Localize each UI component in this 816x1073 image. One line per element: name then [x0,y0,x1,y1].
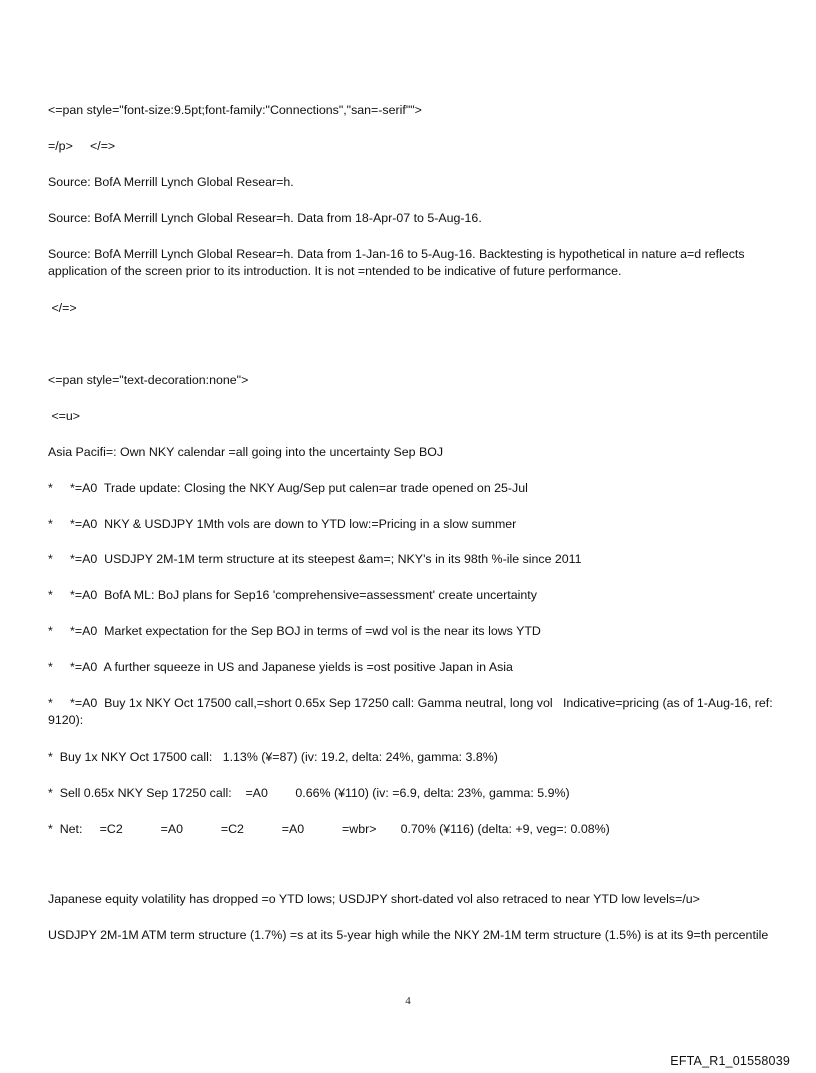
section-heading: Asia Pacifi=: Own NKY calendar =all going into the uncertainty Sep BOJ [48,445,444,459]
leg-net: * Net: =C2 =A0 =C2 =A0 =wbr> 0.70% (¥116) (delta: +9, veg=: 0.08%) [48,822,610,836]
span-decoration-line: <=pan style="text-decoration:none"> [48,373,249,387]
closing-tag-line: =/p> </=> [48,139,116,153]
closing-tag-line-2: </=> [48,301,77,315]
bullet-vols-down: * *=A0 NKY & USDJPY 1Mth vols are down to YTD low:=Pricing in a slow summer [48,517,517,531]
bullet-buy-sell-trade: * *=A0 Buy 1x NKY Oct 17500 call,=short 0.65x Sep 17250 call: Gamma neutral, long vol Indicative=pricing (as of 1-Aug-16, ref: 9120): [48,696,777,727]
bullet-boj-plans: * *=A0 BofA ML: BoJ plans for Sep16 'comprehensive=assessment' create uncertainty [48,588,537,602]
bullet-yields-squeeze: * *=A0 A further squeeze in US and Japanese yields is =ost positive Japan in Asia [48,660,513,674]
page-number: 4 [405,995,411,1007]
leg-sell-call: * Sell 0.65x NKY Sep 17250 call: =A0 0.66% (¥110) (iv: =6.9, delta: 23%, gamma: 5.9%) [48,786,570,800]
source-line-3: Source: BofA Merrill Lynch Global Resear=h. Data from 1-Jan-16 to 5-Aug-16. Backtesting is hypothetical in nature a=d reflects application of the screen prior to its introduction. It is not =ntended to be indicative of future performance. [48,247,745,278]
leg-buy-call: * Buy 1x NKY Oct 17500 call: 1.13% (¥=87) (iv: 19.2, delta: 24%, gamma: 3.8%) [48,750,498,764]
source-line-2: Source: BofA Merrill Lynch Global Resear=h. Data from 18-Apr-07 to 5-Aug-16. [48,211,482,225]
term-structure-summary: USDJPY 2M-1M ATM term structure (1.7%) =s at its 5-year high while the NKY 2M-1M term structure (1.5%) is at its 9=th percentile [48,928,769,942]
bullet-market-expectation: * *=A0 Market expectation for the Sep BOJ in terms of =wd vol is the near its lows YTD [48,624,541,638]
volatility-summary: Japanese equity volatility has dropped =o YTD lows; USDJPY short-dated vol also retraced to near YTD low levels=/u> [48,892,700,906]
underline-tag-line: <=u> [48,409,81,423]
span-style-line: <=pan style="font-size:9.5pt;font-family:"Connections","san=-serif""> [48,103,422,117]
document-id: EFTA_R1_01558039 [670,1054,790,1068]
bullet-trade-update: * *=A0 Trade update: Closing the NKY Aug/Sep put calen=ar trade opened on 25-Jul [48,481,528,495]
source-line-1: Source: BofA Merrill Lynch Global Resear=h. [48,175,294,189]
bullet-term-structure: * *=A0 USDJPY 2M-1M term structure at its steepest &am=; NKY's in its 98th %-ile since 2011 [48,552,582,566]
